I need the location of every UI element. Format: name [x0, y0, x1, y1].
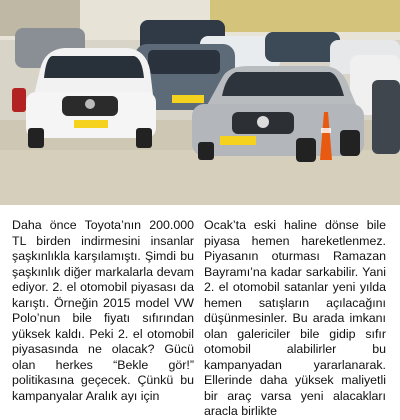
article-text-right: Ocak’ta eski haline dönse bile piyasa hemen hareketlenmez. Piyasanın oturması Ramazan Bayramı’na kadar sarkabilir. Yani 2. el otomobil satanlar yeni yılda hemen satışların açılacağını düşünmesinler. Bu arada imkanı olan galericiler bile gidip sıfır otomobil alabilirler bu kampanyadan yararlanarak. Ellerinde daha yüksek maliyetli bir araç varsa yeni alacakları aracla birlikte [204, 218, 386, 418]
article-column-right [204, 218, 386, 420]
article-text-left: Daha önce Toyota’nın 200.000 TL birden indirmesini insanlar şaşkınlıkla karşılamıştı. Şimdi bu şaşkınlık diğer markalarla devam ediyor. 2. el otomobil piyasası da karıştı. Örneğin 2015 model VW Polo’nun bile fiyatı sıfırından yüksek kaldı. Peki 2. el otomobil piyasasında ne olacak? Gücü olan herkes “Bekle gör!” politikasına geçecek. Çünkü bu kampanyalar Aralık ayı için [12, 218, 194, 403]
article-column-left [12, 218, 194, 404]
photo-caption-gap [0, 205, 400, 219]
car-lot-photo [0, 0, 400, 205]
photo-icon [0, 0, 400, 205]
